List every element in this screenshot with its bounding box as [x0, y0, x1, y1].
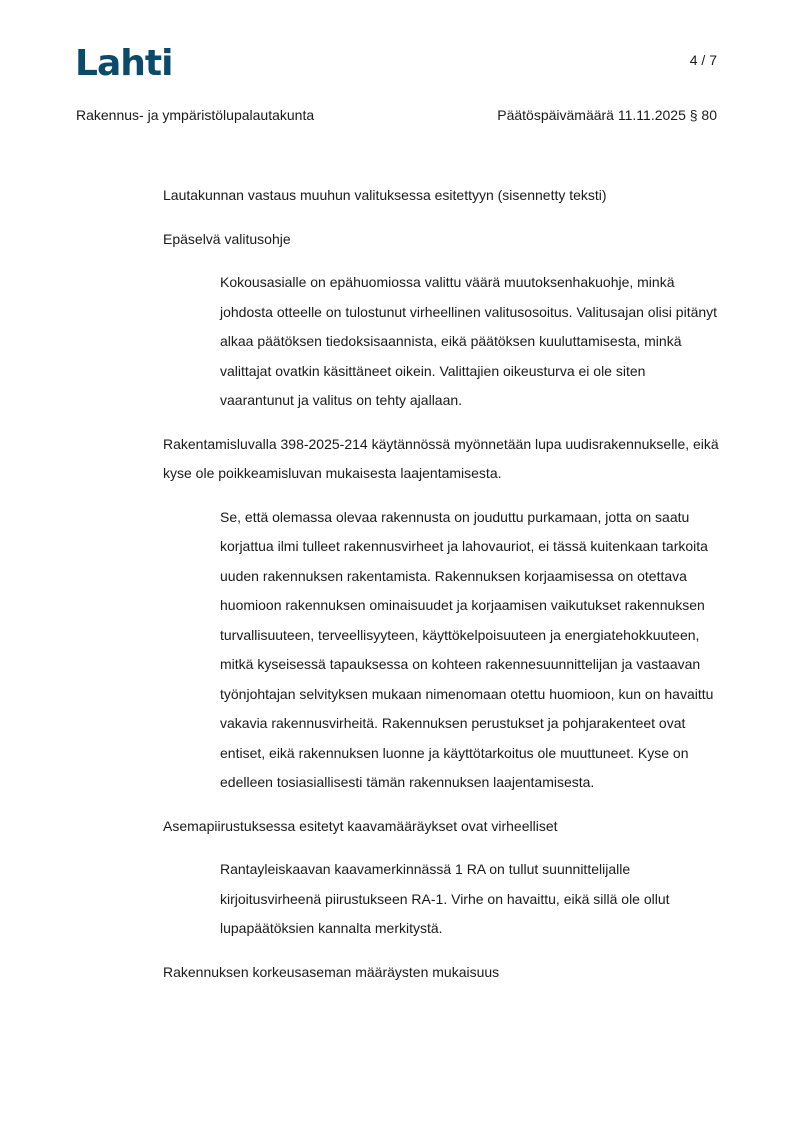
section-heading: Rakentamisluvalla 398-2025-214 käytännössä myönnetään lupa uudisrakennukselle, eikä kyse ole poikkeamisluvan mukaisesta laajentamisesta.	[163, 435, 719, 481]
section-heading: Asemapiirustuksessa esitetyt kaavamääräykset ovat virheelliset	[163, 817, 558, 834]
document-body	[163, 181, 719, 1001]
organization-name: Rakennus- ja ympäristölupalautakunta	[76, 107, 315, 123]
indented-paragraph: Kokousasialle on epähuomiossa valittu väärä muutoksenhakuohje, minkä johdosta otteelle on tulostunut virheellinen valitusosoitus. Valitusajan olisi pitänyt alkaa päätöksen tiedoksisaannista, eikä päätöksen kuuluttamisesta, minkä valittajat ovatkin käsittäneet oikein. Valittajien oikeusturva ei ole siten vaarantunut ja valitus on tehty ajallaan.	[220, 274, 718, 408]
decision-date: Päätöspäivämäärä 11.11.2025 § 80	[497, 107, 717, 123]
section-heading: Epäselvä valitusohje	[163, 230, 291, 247]
lahti-logo: Lahti	[75, 43, 173, 84]
section-heading: Lautakunnan vastaus muuhun valituksessa esitettyyn (sisennetty teksti)	[163, 187, 607, 203]
section-heading: Rakennuksen korkeusaseman määräysten mukaisuus	[163, 963, 500, 980]
indented-paragraph: Rantayleiskaavan kaavamerkinnässä 1 RA on tullut suunnittelijalle kirjoitusvirheenä piirustukseen RA-1. Virhe on havaittu, eikä sillä ole ollut lupapäätöksien kannalta merkitystä.	[220, 861, 670, 936]
indented-paragraph: Se, että olemassa olevaa rakennusta on jouduttu purkamaan, jotta on saatu korjattua ilmi tulleet rakennusvirheet ja lahovauriot, ei tässä kuitenkaan tarkoita uuden rakennuksen rakentamista. Rakennuksen korjaamisessa on otettava huomioon rakennuksen ominaisuudet ja korjaamisen vaikutukset rakennuksen turvallisuuteen, terveellisyyteen, käyttökelpoisuuteen ja energiatehokkuuteen, mitkä kyseisessä tapauksessa on kohteen rakennesuunnittelijan ja vastaavan työnjohtajan selvityksen mukaan nimenomaan otettu huomioon, kun on havaittu vakavia rakennusvirheitä. Rakennuksen perustukset ja pohjarakenteet ovat entiset, eikä rakennuksen luonne ja käyttötarkoitus ole muuttuneet. Kyse on edelleen tosiasiallisesti tämän rakennuksen laajentamisesta.	[220, 508, 714, 790]
page-number: 4 / 7	[689, 52, 717, 68]
